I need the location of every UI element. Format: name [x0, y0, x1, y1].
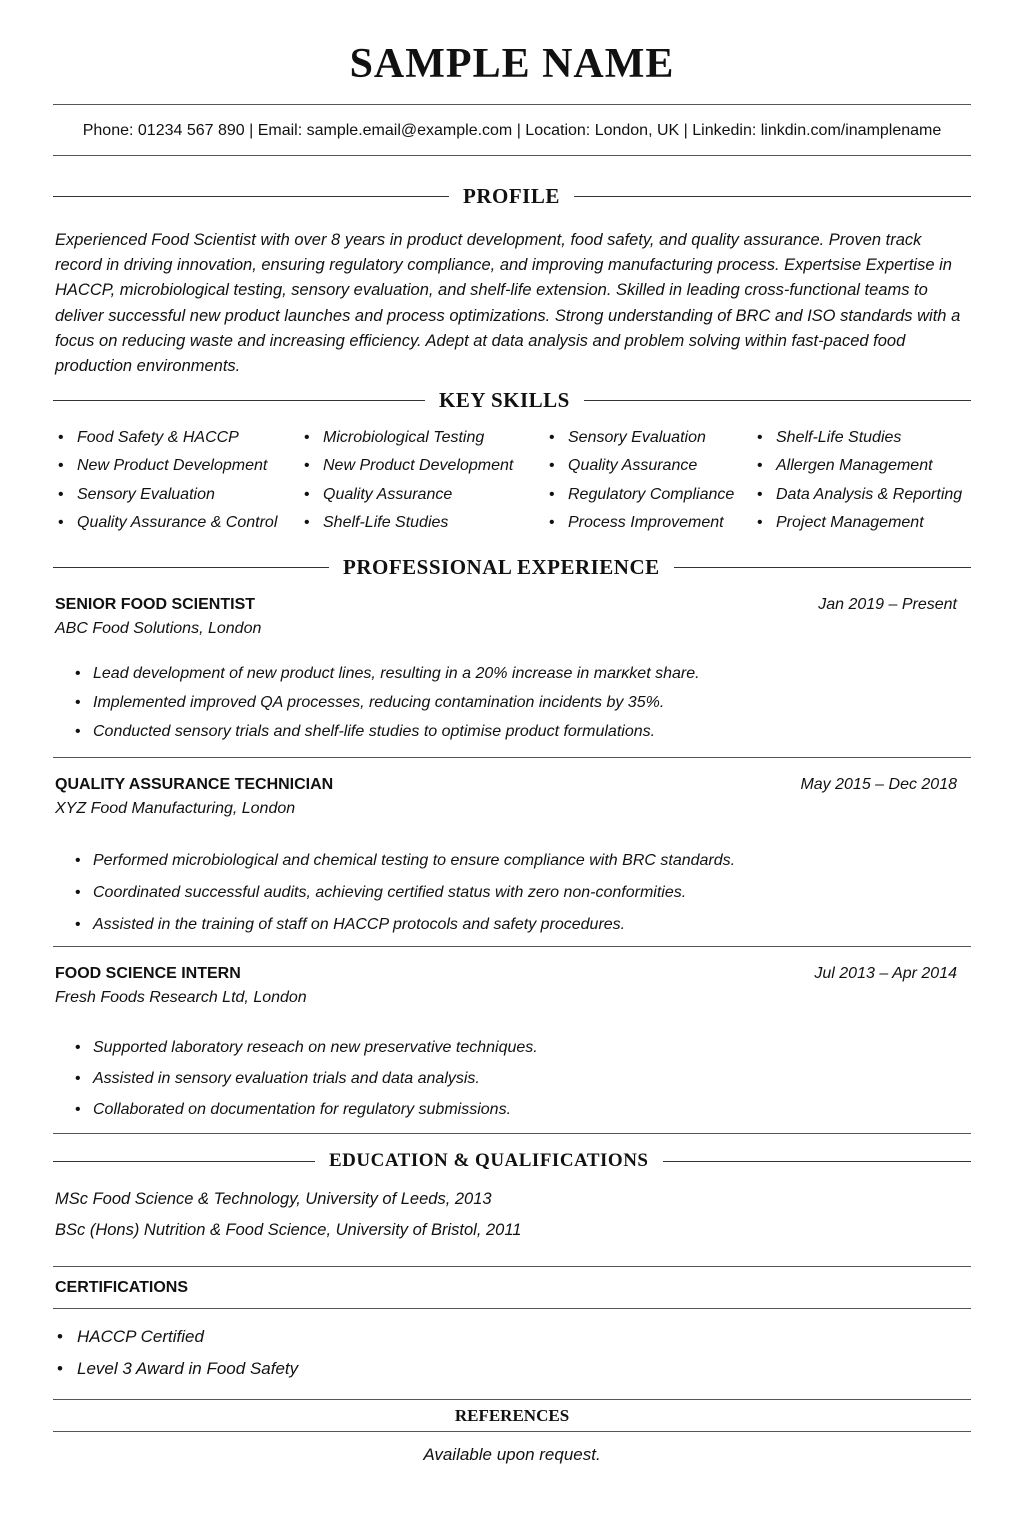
job-bullet: • Implemented improved QA processes, reducing contamination incidents by 35%.: [75, 688, 700, 717]
skill-item: • Shelf-Life Studies: [754, 424, 971, 452]
divider: [53, 155, 971, 156]
job-bullets: [75, 845, 735, 941]
divider: [53, 1431, 971, 1432]
job-dates: Jan 2019 – Present: [818, 596, 957, 613]
job-bullet: • Collaborated on documentation for regulatory submissions.: [75, 1094, 538, 1125]
profile-heading-row: [53, 184, 971, 208]
candidate-name: SAMPLE NAME: [349, 41, 675, 87]
education-heading-row: [53, 1149, 971, 1173]
job-title: FOOD SCIENCE INTERN: [55, 965, 241, 982]
job-bullet: • Assisted in the training of staff on HACCP protocols and safety procedures.: [75, 909, 735, 941]
job-entry: [55, 776, 957, 818]
job-entry: [55, 596, 957, 638]
divider: [53, 104, 971, 105]
skill-item: • Quality Assurance: [546, 452, 754, 480]
skills-column: [55, 424, 301, 537]
skill-item: • New Product Development: [55, 452, 301, 480]
divider: [53, 1308, 971, 1309]
job-entry: [55, 965, 957, 1007]
references-text: Available upon request.: [423, 1445, 601, 1464]
skill-item: • New Product Development: [301, 452, 546, 480]
skill-item: • Food Safety & HACCP: [55, 424, 301, 452]
job-bullet: • Performed microbiological and chemical testing to ensure compliance with BRC standards.: [75, 845, 735, 877]
job-bullets: [75, 659, 700, 746]
education-item: MSc Food Science & Technology, University of Leeds, 2013: [55, 1190, 492, 1208]
job-title: QUALITY ASSURANCE TECHNICIAN: [55, 776, 334, 793]
divider: [53, 946, 971, 947]
job-bullet: • Supported laboratory reseach on new preservative techniques.: [75, 1032, 538, 1063]
divider: [53, 757, 971, 758]
experience-heading-row: [53, 555, 971, 579]
job-dates: May 2015 – Dec 2018: [800, 776, 957, 793]
job-company: Fresh Foods Research Ltd, London: [55, 989, 307, 1006]
skill-item: • Allergen Management: [754, 452, 971, 480]
profile-heading: PROFILE: [463, 183, 560, 208]
job-company: XYZ Food Manufacturing, London: [55, 800, 296, 817]
skills-column: [546, 424, 754, 537]
experience-heading: PROFESSIONAL EXPERIENCE: [343, 554, 660, 579]
skill-item: • Process Improvement: [546, 509, 754, 537]
education-item: BSc (Hons) Nutrition & Food Science, University of Bristol, 2011: [55, 1221, 522, 1239]
certifications-heading: CERTIFICATIONS: [55, 1279, 189, 1296]
skill-item: • Project Management: [754, 509, 971, 537]
job-dates: Jul 2013 – Apr 2014: [814, 965, 957, 982]
job-company: ABC Food Solutions, London: [55, 620, 262, 637]
job-bullets: [75, 1032, 538, 1125]
job-bullet: • Coordinated successful audits, achieving certified status with zero non-conformities.: [75, 877, 735, 909]
skills-column: [301, 424, 546, 537]
skills-column: [754, 424, 971, 537]
skills-heading-row: [53, 388, 971, 412]
skills-heading: KEY SKILLS: [439, 387, 570, 412]
job-bullet: • Lead development of new product lines, resulting in a 20% increase in marκket share.: [75, 659, 700, 688]
skills-grid: [55, 424, 971, 537]
skill-item: • Shelf-Life Studies: [301, 509, 546, 537]
divider: [53, 1266, 971, 1267]
certifications-list: [55, 1321, 298, 1385]
education-heading: EDUCATION & QUALIFICATIONS: [329, 1150, 649, 1171]
job-title: SENIOR FOOD SCIENTIST: [55, 596, 256, 613]
job-bullet: • Conducted sensory trials and shelf-life studies to optimise product formulations.: [75, 717, 700, 746]
skill-item: • Quality Assurance & Control: [55, 509, 301, 537]
certification-item: • HACCP Certified: [55, 1321, 298, 1353]
job-bullet: • Assisted in sensory evaluation trials and data analysis.: [75, 1063, 538, 1094]
profile-text: Experienced Food Scientist with over 8 years in product development, food safety, and quality assurance. Proven track record in driving innovation, ensuring regulatory compliance, and improving manufacturing process. Expertsise Expertise in HACCP, microbiological testing, sensory evaluation, and shelf-life extension. Skilled in leading cross-functional teams to deliver successful new product launches and process optimizations. Strong understanding of BRC and ISO standards with a focus on reducing waste and increasing efficiency. Adept at data analysis and problem solving within fast-paced food production environments.: [55, 231, 961, 376]
skill-item: • Data Analysis & Reporting: [754, 481, 971, 509]
skill-item: • Quality Assurance: [301, 481, 546, 509]
divider: [53, 1399, 971, 1400]
skill-item: • Sensory Evaluation: [55, 481, 301, 509]
skill-item: • Sensory Evaluation: [546, 424, 754, 452]
skill-item: • Regulatory Compliance: [546, 481, 754, 509]
divider: [53, 1133, 971, 1134]
certification-item: • Level 3 Award in Food Safety: [55, 1353, 298, 1385]
contact-line: Phone: 01234 567 890 | Email: sample.email@example.com | Location: London, UK | Linkedin: linkdin.com/inamplename: [82, 122, 942, 139]
references-heading: REFERENCES: [454, 1406, 570, 1425]
skill-item: • Microbiological Testing: [301, 424, 546, 452]
